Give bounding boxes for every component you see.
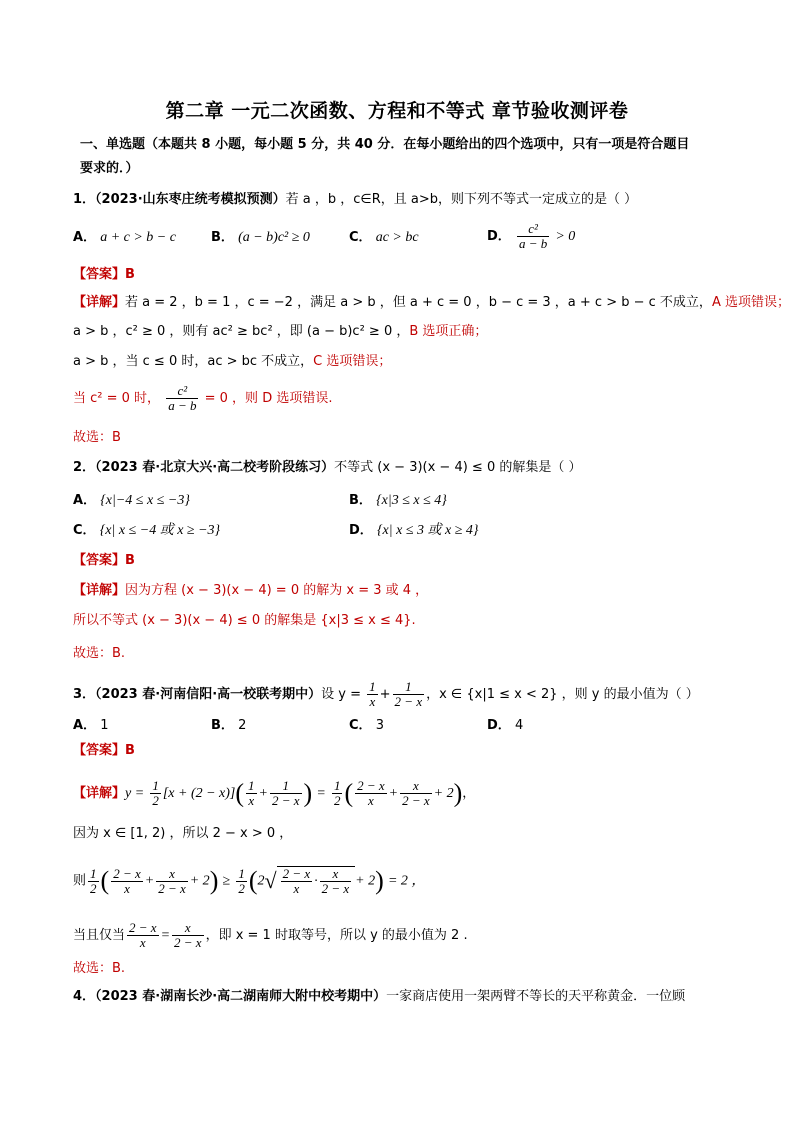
q1-choice: 故选：B [73, 430, 121, 445]
q3-option-d: D． 4 [487, 718, 524, 733]
q3-option-c: C． 3 [349, 718, 384, 733]
q3-detail-line3: 则 $\frac{1}{2}$ ( $\frac{2 - x}{x}$ + $\frac{x}{2 - x}$ + 2) ≥ $\frac{1}{2}$ (2√ $\frac{2 - x}{x}$ · $\frac{x}{2 - x}$ + 2) = 2 ， [73, 865, 426, 896]
q3-choice: 故选：B. [73, 961, 126, 976]
q4-stem: 4．（2023 春·湖南长沙·高二湖南师大附中校考期中）一家商店使用一架两臂不等长的天平称黄金．一位顾 [73, 989, 686, 1004]
q1-number: 1． [73, 192, 96, 207]
q3-option-a: A． 1 [73, 718, 109, 733]
q1-option-c: C． ac > bc [349, 230, 419, 245]
page-title: 第二章 一元二次函数、方程和不等式 章节验收测评卷 [165, 100, 629, 122]
q1-stem-text: 若 a ，b ，c∈R，且 a>b，则下列不等式一定成立的是（ ） [285, 192, 638, 207]
q1-detail-line2: a > b ，c² ≥ 0 ，则有 ac² ≥ bc² ，即 (a − b)c² ≥ 0 ，B 选项正确； [73, 324, 488, 339]
q3-detail-line2: 因为 x ∈ [1, 2) ，所以 2 − x > 0 ， [73, 826, 293, 841]
q1-detail-line1: 【详解】若 a = 2 ，b = 1 ，c = −2 ，满足 a > b ，但 a + c = 0 ，b − c = 3 ，a + c > b − c 不成立，A 选项错误； [73, 295, 790, 310]
q1-source: （2023·山东枣庄统考模拟预测） [95, 192, 286, 207]
q1-answer: 【答案】B [73, 267, 135, 282]
q2-option-c: C． {x| x ≤ −4 或 x ≥ −3} [73, 523, 221, 538]
q2-answer: 【答案】B [73, 553, 135, 568]
q2-detail-line1: 【详解】因为方程 (x − 3)(x − 4) = 0 的解为 x = 3 或 4 ， [73, 583, 429, 598]
q2-option-a: A． {x|−4 ≤ x ≤ −3} [73, 493, 190, 508]
q3-detail-line4: 当且仅当 $\frac{2 - x}{x}$ = $\frac{x}{2 - x}$ ，即 x = 1 时取等号，所以 y 的最小值为 2 . [73, 920, 468, 950]
section-heading-line2: 要求的．） [80, 161, 139, 176]
q3-option-b: B． 2 [211, 718, 247, 733]
q3-answer: 【答案】B [73, 743, 135, 758]
q2-option-d: D． {x| x ≤ 3 或 x ≥ 4} [349, 523, 479, 538]
q2-option-b: B． {x|3 ≤ x ≤ 4} [349, 493, 447, 508]
q2-choice: 故选：B. [73, 646, 126, 661]
q1-option-b: B． (a − b)c² ≥ 0 [211, 230, 310, 245]
q2-stem: 2．（2023 春·北京大兴·高二校考阶段练习）不等式 (x − 3)(x − 4) ≤ 0 的解集是（ ） [73, 460, 582, 475]
q3-detail-line1: 【详解】y = $\frac{1}{2}$ [x + (2 − x)]( $\frac{1}{x}$ + $\frac{1}{2 - x}$ ) = $\frac{1}{2}$ ( $\frac{2 - x}{x}$ + $\frac{x}{2 - x}$ + 2)， [73, 778, 476, 808]
q1-stem [73, 191, 637, 209]
section-heading-line1: 一、单选题（本题共 8 小题，每小题 5 分，共 40 分．在每小题给出的四个选项中，只有一项是符合题目 [80, 137, 690, 152]
q1-option-d: D． $\frac{\text{c²}}{a - b}$ > 0 [487, 221, 576, 251]
q1-detail-line3: a > b ，当 c ≤ 0 时，ac > bc 不成立，C 选项错误； [73, 354, 392, 369]
q1-option-a: A． a + c > b − c [73, 230, 176, 245]
q2-detail-line2: 所以不等式 (x − 3)(x − 4) ≤ 0 的解集是 {x|3 ≤ x ≤ 4}. [73, 613, 416, 628]
q3-stem: 3．（2023 春·河南信阳·高一校联考期中）设 y = $\frac{1}{x}$ + $\frac{1}{2 - x}$ ，x ∈ {x|1 ≤ x < 2} ，则 y 的最小值为（ ） [73, 679, 699, 709]
q1-detail-line4: 当 c² = 0 时， $\frac{\text{c²}}{a - b}$ = 0 ，则 D 选项错误. [73, 383, 333, 413]
